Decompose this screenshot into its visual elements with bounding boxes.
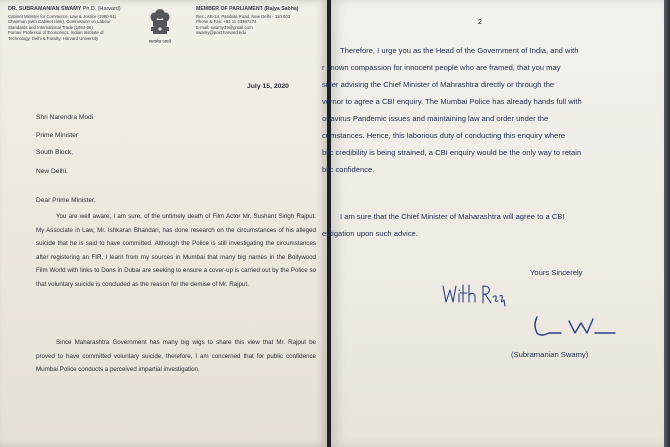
text-line: sider advising the Chief Minister of Mahrashtra directly or through the <box>322 80 555 89</box>
credential-line: Former Professor of Economics, Indian Institute of <box>8 30 104 36</box>
text-line: vernor to agree a CBI enquiry. The Mumbai Police has already hands full with <box>322 97 582 106</box>
signature <box>531 313 619 341</box>
signatory-name: (Subramanian Swamy) <box>511 350 589 359</box>
text-line: I am sure that the Chief Minister of Maharashtra will agree to a CBI <box>340 212 565 221</box>
contact-line: swamy@post.harvard.edu <box>196 30 246 36</box>
page-2-content <box>322 0 664 447</box>
contact-line: Res.: AB-14, Pandara Road, New Delhi - 110 003 <box>196 13 291 19</box>
page2-paragraph-2 <box>322 208 662 242</box>
recipient-city: New Delhi. <box>36 168 68 175</box>
author-name: DR. SUBRAMANIAN SWAMY Ph.D. (Harvard) <box>8 6 121 12</box>
emblem-motto: सत्यमेव जयते <box>148 39 172 44</box>
text-line: r known compassion for innocent people who are framed, that you may <box>322 63 561 72</box>
recipient-name: Shri Narendra Modi <box>36 114 94 121</box>
page2-paragraph-1 <box>322 42 662 178</box>
text-line: Therefore, I urge you as the Head of the Government of India, and with <box>340 46 579 55</box>
text-line: onavirus Pandemic issues and maintaining law and order under the <box>322 114 549 123</box>
text-line: blic confidence. <box>322 165 375 174</box>
paragraph-text: You are well aware, I am sure, of the untimely death of Film Actor Mr. Sushant Singh Rajput. My Associate in Law, Mr. Ishkaran Bhandari, has done research on the circumstances of his alleged suicide that he is said to have committed. Although the Police is still investigating the circumstances after registering an FIR, I learn from my sources in Mumbai that many big names in the Bollywood Film World with links to Dons in Dubai are seeking to ensure a cover-up is carried out by the Police so that voluntary suicide is concluded as the reason for the demise of Mr. Rajput. <box>36 213 316 288</box>
handwritten-regards <box>441 282 511 308</box>
text-line: blic credibility is being strained, a CBI enquiry would be the only way to retain <box>322 148 582 157</box>
office-title: MEMBER OF PARLIAMENT (Rajya Sabha) <box>196 6 299 12</box>
credential-line: Chairman (with Cabinet rank), Commission on Labour <box>8 19 111 25</box>
text-line: cumstances. Hence, this laborious duty of conducting this enquiry where <box>322 131 566 140</box>
contact-line: E-mail: swamy39@gmail.com <box>196 24 253 30</box>
recipient-address: South Block, <box>36 149 74 156</box>
credential-line: Cabinet Minister for Commerce, Law & Justice (1990-91) <box>8 13 117 19</box>
credential-line: Technology, Delhi & Faculty, Harvard University <box>8 35 99 41</box>
paragraph-text: Since Maharashtra Government has many big wigs to share this view that Mr. Rajput be proved to have committed voluntary suicide, therefore, I am concerned that for public confidence Mumbai Police conducts a perceived impartial investigation. <box>36 339 316 374</box>
salutation: Dear Prime Minister, <box>36 197 96 204</box>
contact-line: Phone & Fax: +91 11 23387274 <box>196 19 257 25</box>
letter-date: July 15, 2020 <box>247 83 289 90</box>
text-line: estigation upon such advice. <box>322 229 418 238</box>
closing: Yours Sincerely <box>530 268 583 277</box>
credential-line: Standards and International Trade (1994-96) <box>8 24 93 30</box>
page-number: 2 <box>478 19 482 26</box>
recipient-title: Prime Minister <box>36 132 79 139</box>
